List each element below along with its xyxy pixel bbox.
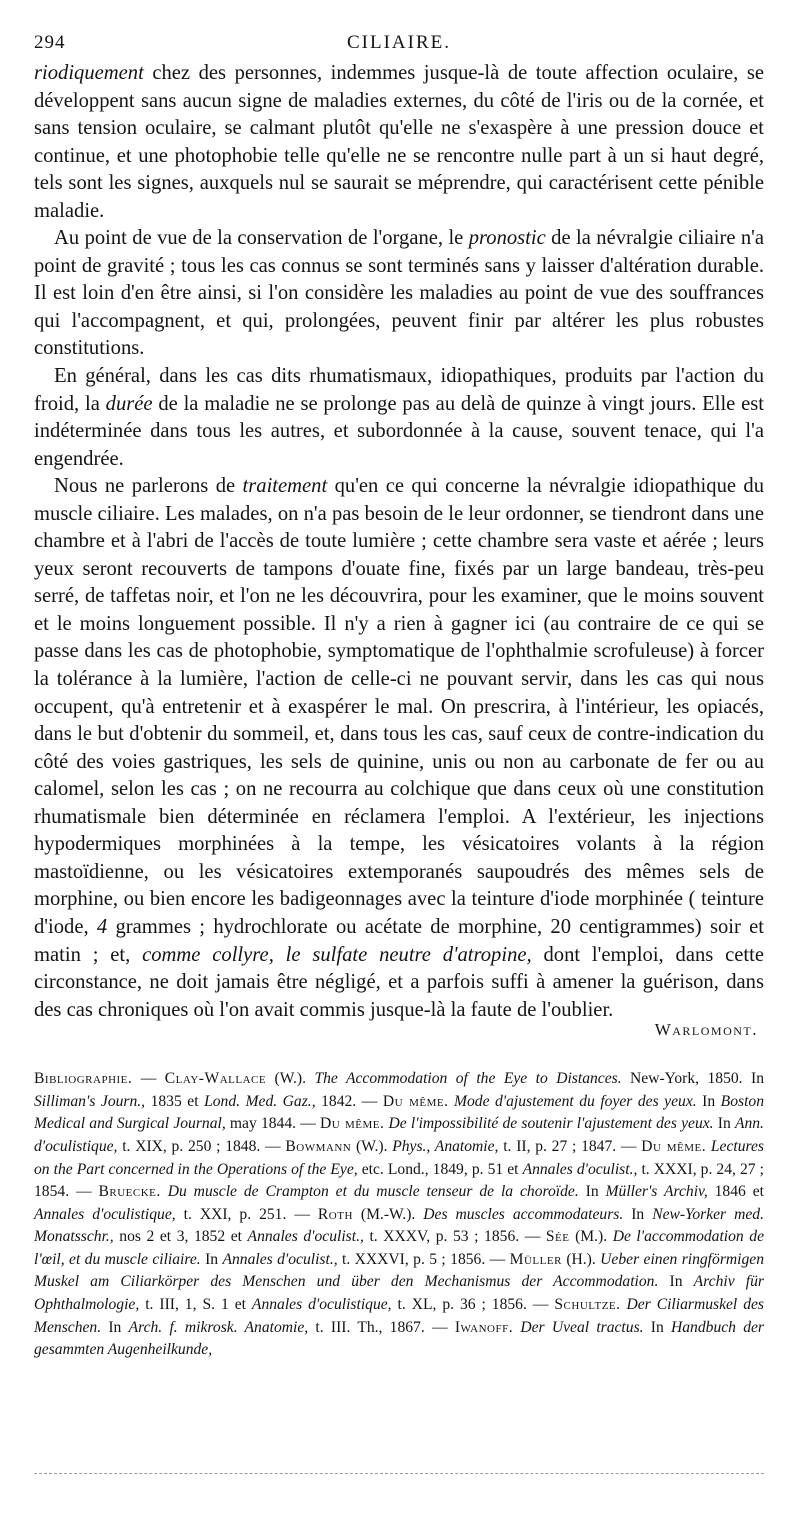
- body-paragraph: [34, 225, 764, 363]
- biblio-title: Mode d'ajustement du foyer des yeux.: [453, 1092, 697, 1110]
- biblio-text: [161, 1183, 168, 1200]
- document-page: [34, 26, 764, 1362]
- biblio-author: Clay-Wallace: [164, 1070, 267, 1088]
- biblio-title: Annales d'oculist.,: [247, 1228, 364, 1246]
- biblio-title: Silliman's Journ.,: [34, 1092, 146, 1110]
- biblio-title: The Accommodation of the Eye to Distances.: [314, 1070, 622, 1088]
- biblio-text: t. III. Th., 1867. —: [308, 1318, 455, 1336]
- text-run: chez des personnes, indemmes jusque-là de toute affection oculaire, se développent sans aucun signe de maladies externes, du côté de l'iris ou de la cornée, et sans tension oculaire, se calmant plutôt qu'elle ne s'exaspère à une pression douce et continue, et une photophobie telle qu'elle ne se rencontre nulle part à un si haut degré, tels sont les signes, auxquels nul se saurait se méprendre, qui caractérisent cette pénible maladie.: [34, 62, 764, 222]
- body-paragraph: [34, 363, 764, 473]
- italic-run: pronostic: [468, 227, 546, 250]
- italic-run: comme collyre, le sulfate neutre d'atropine,: [142, 943, 532, 966]
- biblio-text: In: [696, 1092, 721, 1110]
- biblio-title: New-Yorker med. Monatsschr.,: [34, 1205, 764, 1246]
- biblio-title: Lectures on the Part concerned in the Operations of the Eye,: [34, 1137, 764, 1178]
- text-run: Au point de vue de la conservation de l'organe, le: [54, 227, 469, 250]
- biblio-text: t. II, p. 27 ; 1847. —: [498, 1137, 642, 1155]
- biblio-text: In: [101, 1318, 129, 1336]
- biblio-author: Bruecke.: [98, 1183, 161, 1201]
- biblio-title: De l'accommodation de l'œil, et du muscle ciliaire.: [34, 1228, 764, 1268]
- biblio-text: etc. Lond., 1849, p. 51 et: [357, 1160, 523, 1178]
- biblio-author: Du même.: [382, 1092, 449, 1110]
- biblio-text: In: [658, 1273, 694, 1291]
- biblio-author: Bibliographie.: [34, 1070, 133, 1088]
- biblio-author: Bowmann: [285, 1137, 352, 1155]
- biblio-text: t. XXXV, p. 53 ; 1856. —: [363, 1228, 546, 1246]
- biblio-text: 1835 et: [145, 1092, 205, 1110]
- text-run: dont l'emploi, dans cette circonstance, ne doit jamais être négligé, et a parfois suffi à amener la guérison, dans des cas chroniques où l'on avait commis jusque-là la faute de l'oublier.: [34, 943, 764, 1021]
- biblio-title: Phys., Anatomie,: [392, 1137, 499, 1155]
- biblio-title: Boston Medical and Surgical Journal,: [34, 1092, 764, 1133]
- italic-run: traitement: [242, 475, 328, 498]
- biblio-author: Müller: [509, 1250, 562, 1268]
- biblio-text: (M.-W.).: [352, 1205, 424, 1223]
- biblio-author: Roth: [317, 1205, 353, 1223]
- biblio-text: t. XL, p. 36 ; 1856. —: [391, 1296, 555, 1314]
- biblio-author: Iwanoff.: [454, 1318, 514, 1336]
- biblio-title: Annales d'oculist.,: [222, 1250, 338, 1268]
- biblio-text: (M.).: [569, 1228, 613, 1246]
- text-run: grammes ; hydrochlorate ou acétate de morphine, 20 centigrammes) soir et matin ; et,: [34, 915, 765, 966]
- page-number: 294: [34, 32, 66, 53]
- biblio-title: Annales d'oculistique,: [34, 1205, 176, 1223]
- biblio-title: Annales d'oculistique,: [251, 1296, 392, 1314]
- biblio-text: In: [713, 1115, 735, 1133]
- running-title: CILIAIRE.: [346, 32, 451, 53]
- biblio-title: Der Ciliarmuskel des Menschen.: [34, 1296, 764, 1336]
- italic-run: riodiquement: [34, 62, 144, 84]
- text-run: Nous ne parlerons de: [54, 475, 243, 498]
- biblio-text: In: [578, 1183, 606, 1201]
- body-paragraph: [34, 60, 764, 225]
- biblio-text: nos 2 et 3, 1852 et: [113, 1228, 248, 1246]
- biblio-text: t. XXI, p. 251. —: [175, 1205, 318, 1223]
- biblio-text: (H.).: [561, 1250, 601, 1268]
- running-header: [34, 26, 764, 60]
- biblio-title: Archiv für Ophthalmologie,: [34, 1273, 765, 1314]
- text-run: de la maladie ne se prolonge pas au delà de quinze à vingt jours. Elle est indéterminée dans tous les autres, et subordonnée à la cause, souvent tenace, qui l'a engendrée.: [34, 392, 764, 470]
- text-run: de la névralgie ciliaire n'a point de gravité ; tous les cas connus se sont terminés sans y laisser d'altération durable. Il est loin d'en être ainsi, si l'on considère les maladies au point de vue des souffrances qui l'accompagnent, et qui, prolongées, peuvent finir par altérer les plus robustes constitutions.: [34, 227, 765, 360]
- biblio-title: Lond. Med. Gaz.,: [204, 1092, 316, 1110]
- biblio-text: —: [132, 1070, 165, 1088]
- biblio-text: (W.).: [351, 1137, 393, 1155]
- author-signature: Warlomont.: [654, 1020, 758, 1040]
- biblio-text: In: [200, 1250, 223, 1268]
- biblio-title: Handbuch der gesammten Augenheilkunde,: [34, 1318, 764, 1359]
- biblio-title: Der Uveal tractus.: [520, 1318, 644, 1336]
- biblio-text: t. XXXVI, p. 5 ; 1856. —: [337, 1250, 510, 1268]
- biblio-text: 1846 et: [707, 1183, 764, 1201]
- italic-run: 4: [96, 915, 108, 938]
- biblio-title: Annales d'oculist.,: [522, 1160, 638, 1178]
- biblio-author: Du même.: [320, 1115, 385, 1133]
- italic-run: durée: [105, 392, 153, 415]
- biblio-text: may 1844. —: [225, 1115, 321, 1133]
- biblio-author: Schultze.: [554, 1296, 621, 1314]
- biblio-title: Du muscle de Crampton et du muscle tenseur de la choroïde.: [167, 1183, 579, 1201]
- biblio-title: Ann. d'oculistique,: [34, 1115, 764, 1155]
- biblio-text: t. XXXI, p. 24, 27 ; 1854. —: [34, 1160, 764, 1201]
- body-paragraph: [34, 473, 764, 1024]
- biblio-title: Ueber einen ringförmigen Muskel am Ciliarkörper des Menschen und über den Mechanismus der Accommodation.: [34, 1250, 764, 1291]
- text-run: En général, dans les cas dits rhumatismaux, idiopathiques, produits par l'action du froid, la: [34, 365, 764, 415]
- biblio-text: t. XIX, p. 250 ; 1848. —: [117, 1137, 286, 1155]
- biblio-title: Des muscles accommodateurs.: [423, 1205, 624, 1223]
- text-run: qu'en ce qui concerne la névralgie idiopathique du muscle ciliaire. Les malades, on n'a pas besoin de le leur ordonner, se tiendront dans une chambre et à l'abri de l'accès de toute lumière ; cette chambre sera vaste et aérée ; leurs yeux seront recouverts de tampons d'ouate fine, fixés par un large bandeau, très-peu serré, de taffetas noir, et l'on ne les découvrira, pour les examiner, que le moins souvent et le moins longuement possible. Il n'y a rien à gagner ici (au contraire de ce qui se passe dans les cas de photophobie, symptomatique de l'ophthalmie scrofuleuse) à forcer la tolérance à la lumière, l'action de celle-ci ne pouvant servir, dans les cas qui nous occupent, qu'à entretenir et à exaspérer le mal. On prescrira, à l'intérieur, les opiacés, dans le but d'obtenir du sommeil, et, dans tous les cas, sauf ceux de contre-indication du côté des voies gastriques, les sels de quinine, unis ou non au carbonate de fer ou au calomel, selon les cas ; on ne recourra au colchique que dans ceux où une constitution rhumatismale bien déterminée en réclamera l'emploi. A l'extérieur, les injections hypodermiques morphinées à la tempe, les vésicatoires volants à la région mastoïdienne, ou les vésicatoires extemporanés saupoudrés des mêmes sels de morphine, ou bien encore les badigeonnages avec la teinture d'iode morphinée ( teinture d'iode,: [34, 475, 764, 938]
- biblio-title: Arch. f. mikrosk. Anatomie,: [128, 1318, 309, 1336]
- biblio-text: 1842. —: [315, 1092, 383, 1110]
- biblio-text: (W.).: [266, 1070, 315, 1088]
- article-body: [34, 60, 764, 1024]
- biblio-author: Sée: [545, 1228, 570, 1246]
- biblio-text: t. III, 1, S. 1 et: [139, 1296, 252, 1314]
- bibliography: [34, 1068, 764, 1362]
- biblio-title: De l'impossibilité de soutenir l'ajustement des yeux.: [388, 1115, 714, 1133]
- biblio-text: In: [643, 1318, 671, 1336]
- biblio-text: New-York, 1850. In: [621, 1070, 765, 1088]
- biblio-title: Müller's Archiv,: [605, 1183, 708, 1201]
- biblio-author: Du même.: [641, 1137, 707, 1155]
- biblio-text: In: [623, 1205, 653, 1223]
- page-bottom-rule: [34, 1473, 764, 1474]
